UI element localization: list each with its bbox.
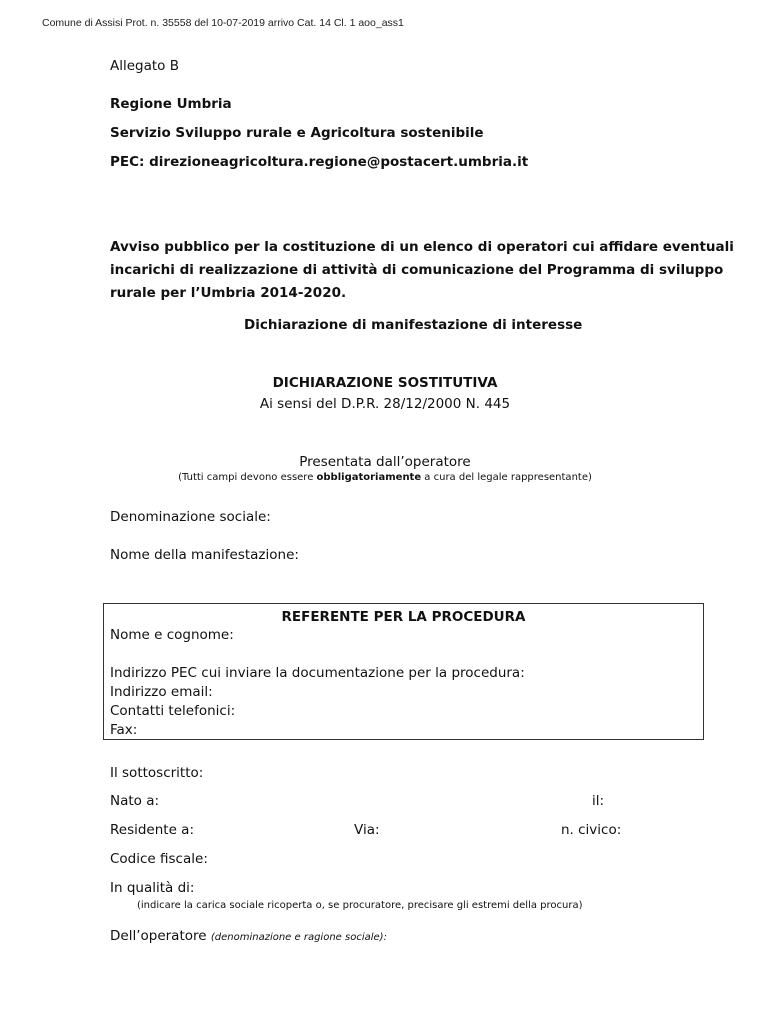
sostitutiva-title: DICHIARAZIONE SOSTITUTIVA (272, 375, 498, 391)
nato-label: Nato a: (110, 793, 160, 809)
sottoscritto-label: Il sottoscritto: (110, 765, 204, 781)
presentata-note-after: a cura del legale rappresentante) (421, 472, 592, 483)
qualita-label: In qualità di: (110, 880, 195, 896)
referente-email-label: Indirizzo email: (110, 684, 213, 700)
referente-box (103, 603, 704, 740)
avviso-line-1: Avviso pubblico per la costituzione di un elenco di operatori cui affidare eventuali (110, 239, 734, 255)
presentata-note-bold: obbligatoriamente (316, 472, 422, 483)
referente-title: REFERENTE PER LA PROCEDURA (281, 609, 526, 625)
presentata-title: Presentata dall’operatore (299, 454, 471, 470)
presentata-note (0, 472, 770, 483)
protocol-stamp: Comune di Assisi Prot. n. 35558 del 10-07-2019 arrivo Cat. 14 Cl. 1 aoo_ass1 (42, 17, 404, 29)
presentata-note-before: (Tutti campi devono essere (178, 472, 317, 483)
operatore-label: Dell’operatore (110, 928, 211, 944)
qualita-note: (indicare la carica sociale ricoperta o, se procuratore, precisare gli estremi della procura) (137, 900, 583, 911)
via-label: Via: (354, 822, 380, 838)
referente-telefono-label: Contatti telefonici: (110, 703, 236, 719)
servizio-heading: Servizio Sviluppo rurale e Agricoltura sostenibile (110, 125, 484, 141)
nome-manifestazione-label: Nome della manifestazione: (110, 547, 299, 563)
codice-fiscale-label: Codice fiscale: (110, 851, 208, 867)
allegato-label: Allegato B (110, 58, 179, 74)
residente-label: Residente a: (110, 822, 195, 838)
pec-heading: PEC: direzioneagricoltura.regione@postacert.umbria.it (110, 154, 529, 170)
referente-nome-label: Nome e cognome: (110, 627, 234, 643)
civico-label: n. civico: (561, 822, 622, 838)
referente-pec-label: Indirizzo PEC cui inviare la documentazione per la procedura: (110, 665, 525, 681)
avviso-line-2: incarichi di realizzazione di attività di comunicazione del Programma di sviluppo (110, 262, 724, 278)
referente-fax-label: Fax: (110, 722, 138, 738)
regione-heading: Regione Umbria (110, 96, 232, 112)
operatore-line (110, 925, 387, 944)
denominazione-label: Denominazione sociale: (110, 509, 271, 525)
operatore-note: (denominazione e ragione sociale): (210, 932, 387, 943)
sostitutiva-subtitle: Ai sensi del D.P.R. 28/12/2000 N. 445 (259, 396, 511, 412)
dichiarazione-title: Dichiarazione di manifestazione di interesse (244, 317, 583, 333)
il-label: il: (592, 793, 605, 809)
avviso-line-3: rurale per l’Umbria 2014-2020. (110, 285, 347, 301)
